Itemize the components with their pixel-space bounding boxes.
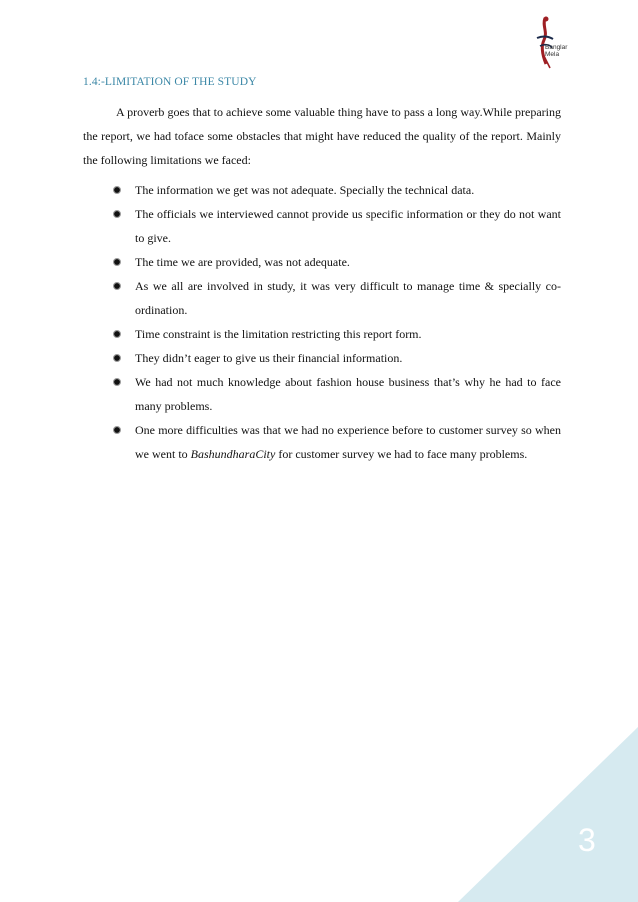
bullet-icon bbox=[114, 211, 120, 217]
bullet-icon bbox=[114, 355, 120, 361]
bullet-icon bbox=[114, 283, 120, 289]
list-item-text: The time we are provided, was not adequate. bbox=[135, 255, 350, 269]
bullet-icon bbox=[114, 427, 120, 433]
list-item bbox=[83, 346, 561, 370]
list-item bbox=[83, 178, 561, 202]
bullet-icon bbox=[114, 331, 120, 337]
list-item bbox=[83, 250, 561, 274]
list-item-text: We had not much knowledge about fashion house business that’s why he had to face many problems. bbox=[135, 375, 561, 413]
bullet-icon bbox=[114, 379, 120, 385]
last-item-place: BashundharaCity bbox=[190, 447, 276, 461]
list-item bbox=[83, 322, 561, 346]
logo-text-line2: Mela bbox=[545, 51, 560, 58]
list-item bbox=[83, 274, 561, 322]
banglar-mela-logo-icon bbox=[528, 14, 578, 72]
list-item bbox=[83, 202, 561, 250]
intro-paragraph: A proverb goes that to achieve some valuable thing have to pass a long way.While preparing the report, we had toface some obstacles that might have reduced the quality of the report. Mainly the following limitations we faced: bbox=[83, 105, 561, 167]
last-item-before: One more difficulties was that we had no experience before to customer survey so when we went to bbox=[135, 423, 561, 461]
list-item bbox=[83, 370, 561, 418]
list-item-text: The officials we interviewed cannot provide us specific information or they do not want to give. bbox=[135, 207, 561, 245]
section-heading: 1.4:-LIMITATION OF THE STUDY bbox=[83, 76, 257, 88]
corner-decoration bbox=[458, 727, 638, 902]
page-number: 3 bbox=[578, 822, 596, 858]
bullet-icon bbox=[114, 259, 120, 265]
limitations-list bbox=[83, 178, 561, 466]
list-item-text: They didn’t eager to give us their financial information. bbox=[135, 351, 403, 365]
list-item-text: The information we get was not adequate. Specially the technical data. bbox=[135, 183, 475, 197]
logo-text bbox=[545, 44, 567, 58]
list-item-text: Time constraint is the limitation restricting this report form. bbox=[135, 327, 422, 341]
last-item-after: for customer survey we had to face many problems. bbox=[275, 447, 528, 461]
logo-text-line1: Banglar bbox=[545, 44, 568, 51]
list-item-text: As we all are involved in study, it was very difficult to manage time & specially co-ordination. bbox=[135, 279, 561, 317]
list-item bbox=[83, 418, 561, 466]
bullet-icon bbox=[114, 187, 120, 193]
